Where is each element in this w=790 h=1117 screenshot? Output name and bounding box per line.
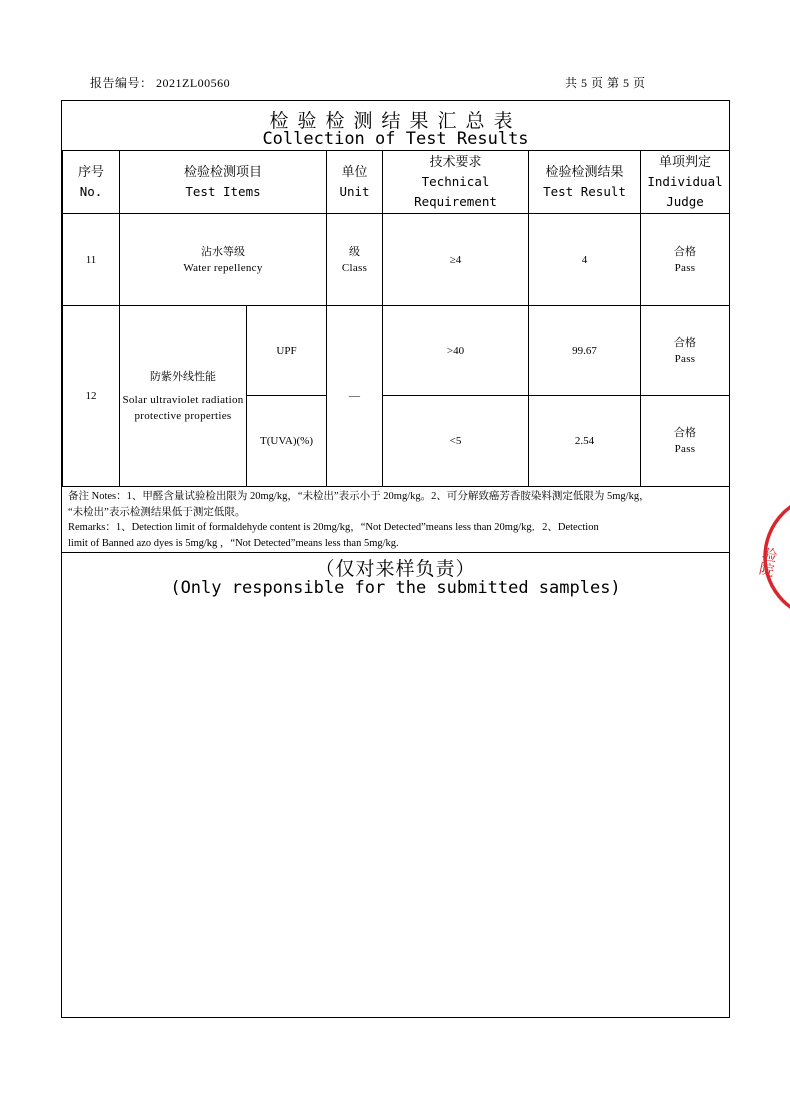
divider-line [62, 552, 729, 553]
row-test-item: 沾水等级 Water repellency [120, 214, 327, 306]
title-english: Collection of Test Results [262, 129, 529, 149]
row-unit: — [327, 306, 383, 487]
row-test-item: 防紫外线性能 Solar ultraviolet radiation protective properties [120, 306, 247, 487]
row-requirement: >40 [383, 306, 529, 396]
notes-en-line-2: limit of Banned azo dyes is 5mg/kg ，“Not Detected”means less than 5mg/kg. [68, 537, 399, 549]
row-judge: 合格 Pass [641, 306, 730, 396]
header-no: 序号 No. [63, 151, 120, 214]
notes-cn-line-1: 备注 Notes：1、甲醛含量试验检出限为 20mg/kg，“未检出”表示小于 20mg/kg。2、可分解致癌芳香胺染料测定低限为 5mg/kg， [68, 491, 650, 502]
row-no: 12 [63, 306, 120, 487]
row-judge: 合格 Pass [641, 396, 730, 487]
row-sub-param: UPF [247, 306, 327, 396]
header-result: 检验检测结果 Test Result [529, 151, 641, 214]
header-judge: 单项判定 Individual Judge [641, 151, 730, 214]
results-frame [61, 100, 730, 1018]
notes-cn-line-2: “未检出”表示检测结果低于测定低限。 [68, 506, 246, 518]
svg-text:验院: 验院 [755, 545, 780, 579]
row-requirement: <5 [383, 396, 529, 487]
header-unit: 单位 Unit [327, 151, 383, 214]
table-row [63, 306, 730, 396]
header-requirement: 技术要求 Technical Requirement [383, 151, 529, 214]
seal-stamp [755, 492, 790, 622]
responsibility-english: (Only responsible for the submitted samples) [170, 578, 621, 598]
responsibility-chinese: （仅对来样负责） [315, 559, 476, 580]
header-test-items: 检验检测项目 Test Items [120, 151, 327, 214]
title-chinese: 检验检测结果汇总表 [269, 111, 522, 132]
report-number: 报告编号： 2021ZL00560 [90, 76, 231, 90]
row-result: 99.67 [529, 306, 641, 396]
row-unit: 级 Class [327, 214, 383, 306]
seal-stamp-icon [755, 492, 790, 622]
notes-en-line-1: Remarks：1、Detection limit of formaldehyde content is 20mg/kg，“Not Detected”means less than 20mg/kg．2、Detection [68, 522, 599, 533]
page-info: 共 5 页 第 5 页 [565, 76, 646, 90]
table-row [63, 214, 730, 306]
notes-block [68, 489, 728, 551]
row-sub-param: T(UVA)(%) [247, 396, 327, 487]
row-result: 2.54 [529, 396, 641, 487]
results-table [62, 150, 730, 487]
table-header-row [63, 151, 730, 214]
row-result: 4 [529, 214, 641, 306]
row-judge: 合格 Pass [641, 214, 730, 306]
row-requirement: ≥4 [383, 214, 529, 306]
row-no: 11 [63, 214, 120, 306]
